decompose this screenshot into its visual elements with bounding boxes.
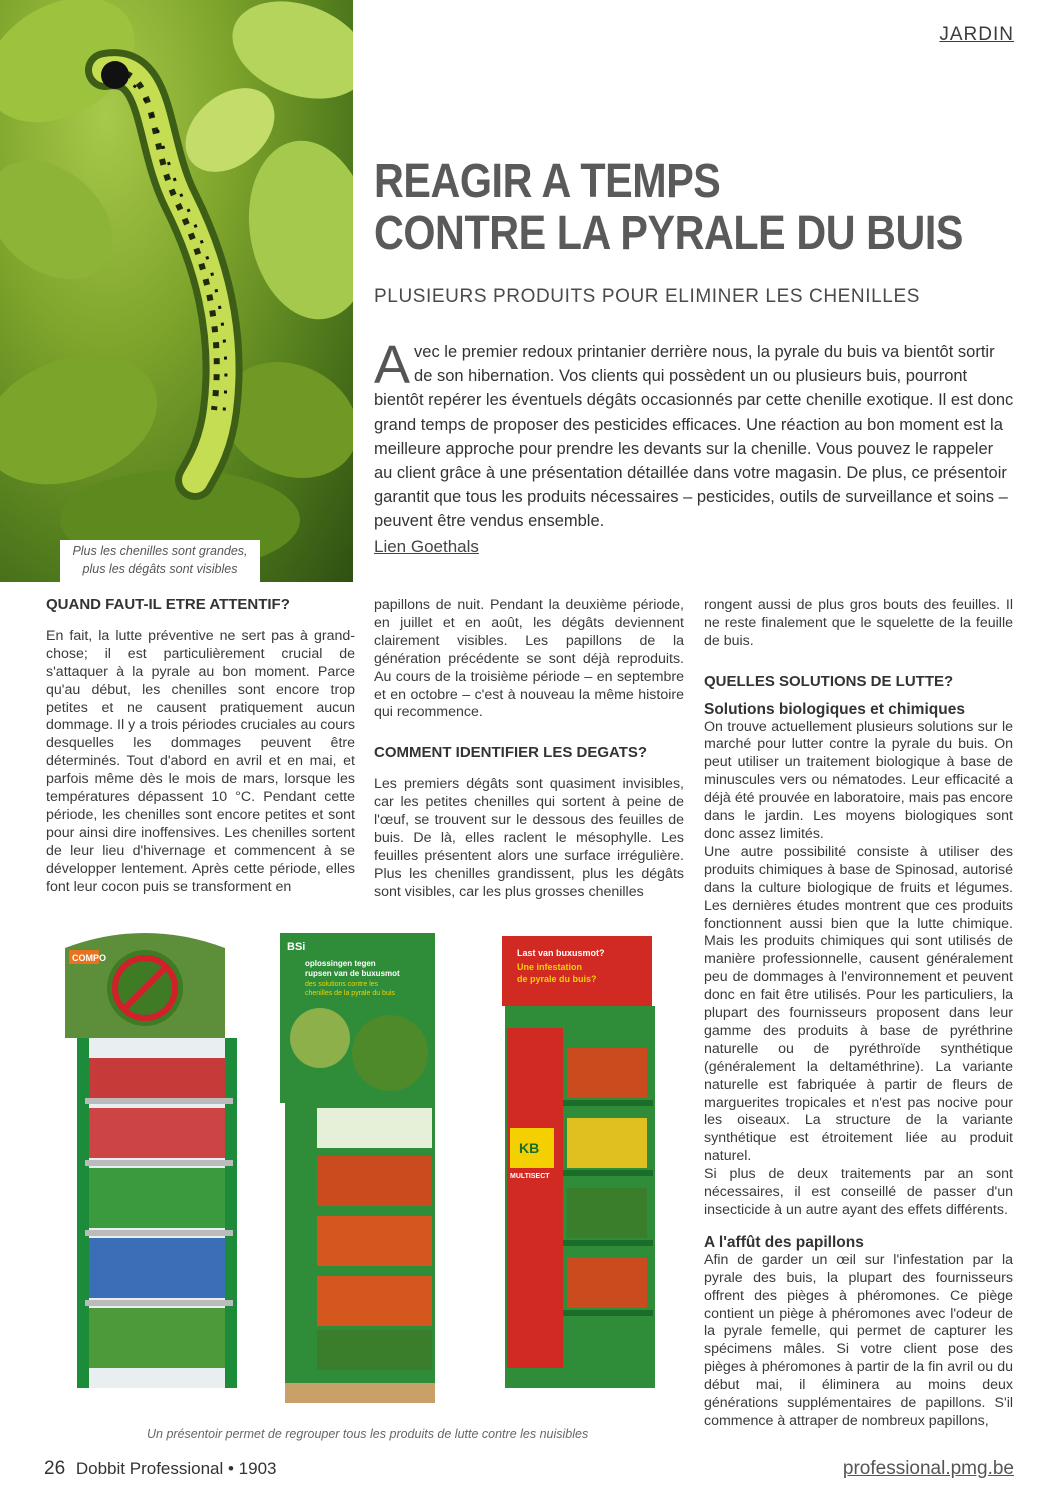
display-kb — [502, 936, 655, 1388]
display2-header-3: des solutions contre les — [305, 981, 379, 988]
col3-p3: Si plus de deux traitements par an sont nécessaires, il est conseillé de passer d'un insecticide à un autre ayant des effets différents. — [704, 1166, 1013, 1218]
website-link[interactable]: professional.pmg.be — [842, 1458, 1014, 1479]
hero-photo-caterpillar — [0, 0, 353, 582]
magazine-issue: Dobbit Professional • 1903 — [75, 1459, 277, 1478]
hero-caption — [60, 540, 260, 584]
intro-paragraph — [374, 335, 1014, 534]
col3-p1: On trouve actuellement plusieurs solutions sur le marché pour lutter contre la pyrale du buis. On peut utiliser un traitement biologique à base de minuscules vers ou nématodes. Leur efficacité a déjà été prouvée en laboratoire, mais pas encore dans le jardin. Les moyens biologiques sont donc assez limités. — [704, 718, 1013, 842]
col1-text: En fait, la lutte préventive ne sert pas à grand-chose; il est particulièrement crucial de s'attaquer à la pyrale au bon moment. Parce qu'au début, les chenilles sont encore trop petites et ne causent pratiquement aucun dommage. Il y a trois périodes cruciales au cours desquelles les dommages peuvent être déterminés. Tout d'abord en avril et en mai, et parfois même dès le mois de mars, lorsque les températures dépassent 10 °C. Pendant cette période, les chenilles sont encore petites et sont pour ainsi dire inoffensives. Les chenilles sortent de leur lieu d'hivernage et commencent à se développer lentement. Après cette période, elles font leur cocon puis se transforment en — [46, 627, 355, 895]
display-bsi — [280, 933, 435, 1403]
section-tag: JARDIN — [939, 24, 1014, 45]
author-byline: Lien Goethals — [374, 537, 479, 556]
title-line1: REAGIR A TEMPS — [374, 155, 721, 208]
heading-solutions: QUELLES SOLUTIONS DE LUTTE? — [704, 672, 954, 690]
col2-text2: Les premiers dégâts sont quasiment invisibles, car les petites chenilles qui sortent à peine de l'œuf, se trouvent sur le dessous des feuilles de buis. De là, elles raclent le mésophylle. Les feuilles présentent alors une surface irrégulière. Plus les chenilles grandissent, plus les dégâts sont visibles, car les plus grosses chenilles — [374, 776, 684, 900]
article-subtitle: PLUSIEURS PRODUITS POUR ELIMINER LES CHENILLES — [374, 286, 921, 307]
intro-text: vec le premier redoux printanier derrière nous, la pyrale du buis va bientôt sortir de son hibernation. Vos clients qui possèdent un ou plusieurs buis, pourront bientôt repérer les éventuels dégâts occasionnés par cette chenille exotique. Il est donc grand temps de proposer des pesticides efficaces. Une réaction au bon moment est la meilleure approche pour prendre les devants sur la chenille. Vous pouvez le rappeler au client grâce à une présentation détaillée dans votre magasin. De plus, ce présentoir garantit que tous les produits nécessaires – pesticides, outils de surveillance et soins – peuvent être vendus ensemble. — [374, 343, 1014, 531]
display-stands-illustration — [55, 928, 685, 1408]
display3-brand-1: MULTISECT — [510, 1173, 550, 1180]
displays-caption: Un présentoir permet de regrouper tous les produits de lutte contre les nuisibles — [147, 1427, 589, 1441]
article-title — [374, 155, 964, 260]
display3-header-0: Last van buxusmot? — [517, 948, 605, 958]
display2-header-2: rupsen van de buxusmot — [305, 969, 400, 978]
page-footer — [44, 1458, 277, 1480]
display3-brand-0: KB — [519, 1140, 540, 1156]
col3-p4: Afin de garder un œil sur l'infestation par la pyrale des buis, la plupart des fournisseurs offrent des pièges à phéromones. Ce piège contient un piège à phéromones avec l'odeur de la pyrale femelle, qui permet de capturer les spécimens mâles. Si votre client pose des pièges à phéromones à partir de la fin avril ou du début mai, il éliminera au moins deux générations supplémentaires de papillons. S'il commence à attraper de nombreux papillons, — [704, 1251, 1013, 1429]
display3-header-1: Une infestation — [517, 962, 583, 972]
col3-text1: rongent aussi de plus gros bouts des feuilles. Il ne reste finalement que le squelette de la feuille de buis. — [704, 597, 1013, 649]
display3-header-2: de pyrale du buis? — [517, 974, 597, 984]
subheading-moths: A l'affût des papillons — [704, 1233, 864, 1251]
column-2 — [374, 597, 684, 902]
hero-caption-line2: plus les dégâts sont visibles — [82, 562, 238, 576]
display-stands-photo — [55, 928, 685, 1408]
page-number: 26 — [44, 1458, 66, 1479]
column-3 — [704, 597, 1013, 1431]
heading-identify-damage: COMMENT IDENTIFIER LES DEGATS? — [374, 744, 648, 762]
display2-header-0: BSi — [287, 941, 306, 953]
column-1 — [46, 596, 355, 897]
heading-when-attentive: QUAND FAUT-IL ETRE ATTENTIF? — [46, 596, 290, 613]
display-compo — [65, 933, 237, 1388]
display1-brand: COMPO — [72, 953, 107, 963]
title-line2: CONTRE LA PYRALE DU BUIS — [374, 207, 964, 260]
subheading-bio-chem: Solutions biologiques et chimiques — [704, 700, 965, 718]
hero-caption-line1: Plus les chenilles sont grandes, — [72, 544, 248, 558]
display2-header-4: chenilles de la pyrale du buis — [305, 990, 395, 997]
dropcap: A — [374, 335, 411, 395]
col2-text1: papillons de nuit. Pendant la deuxième période, en juillet et en août, les dégâts deviennent clairement visibles. Les papillons de la génération précédente se sont déjà reproduits. Au cours de la troisième période – en septembre et en octobre – c'est à nouveau la même histoire qui recommence. — [374, 597, 684, 721]
col3-p2: Une autre possibilité consiste à utiliser des produits chimiques à base de Spinosad, autorisé dans la culture biologique de fruits et légumes. Les dernières études montrent que ces produits fonctionnent aussi bien que la lutte chimique. Mais les produits chimiques qui sont utilisés de manière professionnelle, causent généralement peu de dommages à l'environnement et peuvent donc en fait être utilisés. Pour les particuliers, la plupart des fournisseurs proposent dans leur gamme des produits à base de pyréthrine naturelle ou de pyréthroïde synthétique (généralement la deltaméthrine). La variante naturelle est fabriquée à partir de fleurs de marguerites tropicales et n'est pas nocive pour les oiseaux. La structure de la variante synthétique est étroitement liée au produit naturel. — [704, 843, 1013, 1165]
display2-header-1: oplossingen tegen — [305, 959, 376, 968]
caterpillar-illustration — [0, 0, 353, 582]
